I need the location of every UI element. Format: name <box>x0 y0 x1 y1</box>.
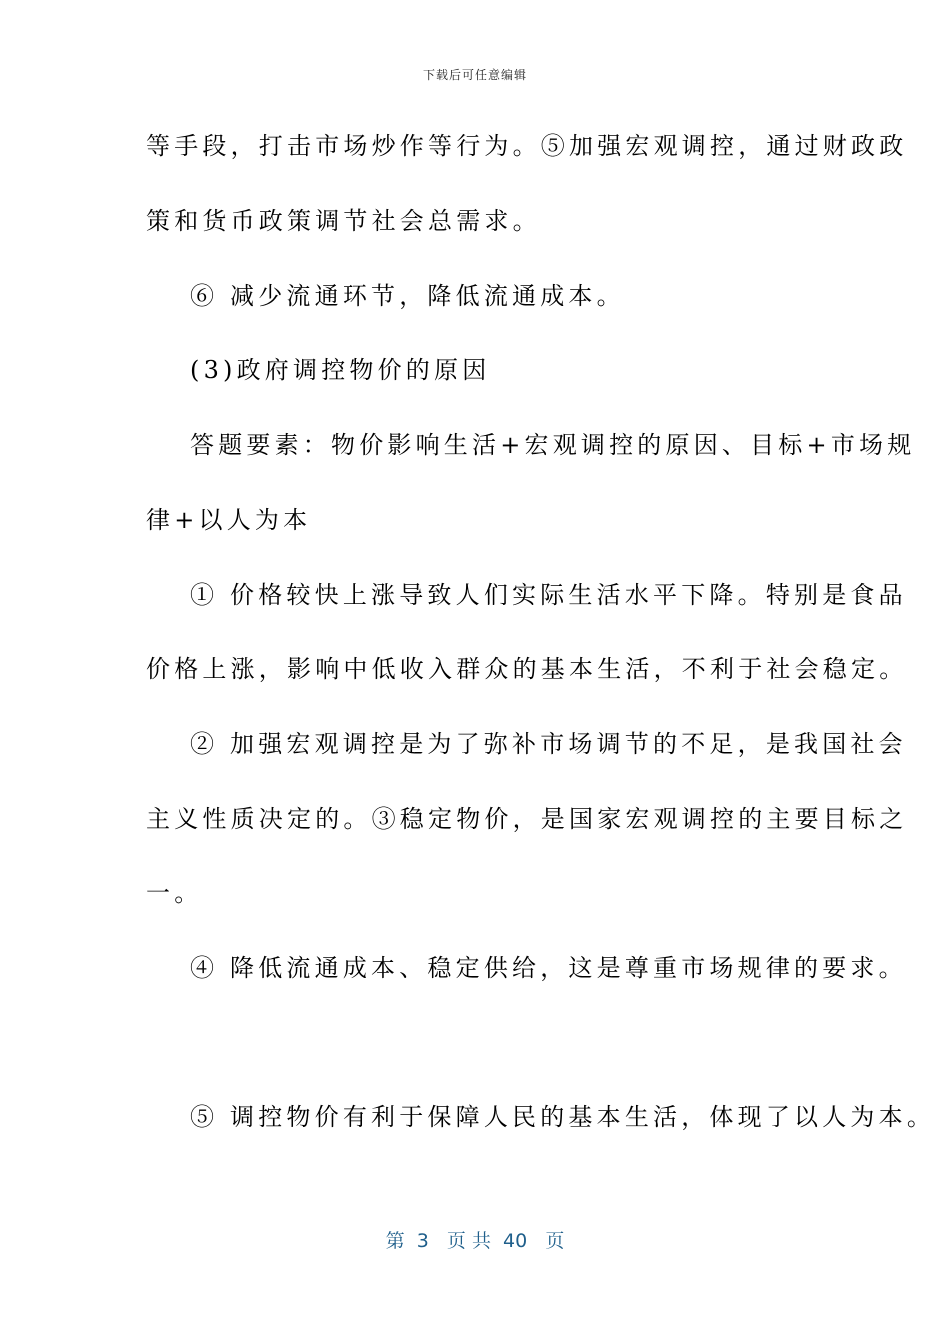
paragraph-line: ① 价格较快上涨导致人们实际生活水平下降。特别是食品 <box>190 581 907 609</box>
paragraph-line: 策和货币政策调节社会总需求。 <box>146 207 541 235</box>
section-heading: (3)政府调控物价的原因 <box>190 356 491 384</box>
paragraph-line: 律+以人为本 <box>146 506 312 534</box>
paragraph-line: ⑥ 减少流通环节，降低流通成本。 <box>190 282 625 310</box>
paragraph-line: 等手段，打击市场炒作等行为。⑤加强宏观调控，通过财政政 <box>146 132 908 160</box>
page-number-footer: 第 3 页 共 40 页 <box>385 1230 565 1252</box>
paragraph-line: ⑤ 调控物价有利于保障人民的基本生活，体现了以人为本。 <box>190 1103 936 1131</box>
page-header: 下载后可任意编辑 <box>422 68 527 82</box>
paragraph-line: ② 加强宏观调控是为了弥补市场调节的不足，是我国社会 <box>190 730 907 758</box>
paragraph-line: ④ 降低流通成本、稳定供给，这是尊重市场规律的要求。 <box>190 954 907 982</box>
paragraph-line: 主义性质决定的。③稳定物价，是国家宏观调控的主要目标之 <box>146 805 908 833</box>
paragraph-line: 价格上涨，影响中低收入群众的基本生活，不利于社会稳定。 <box>146 655 908 683</box>
paragraph-line: 一。 <box>146 879 203 907</box>
paragraph-line: 答题要素：物价影响生活+宏观调控的原因、目标+市场规 <box>190 431 916 459</box>
